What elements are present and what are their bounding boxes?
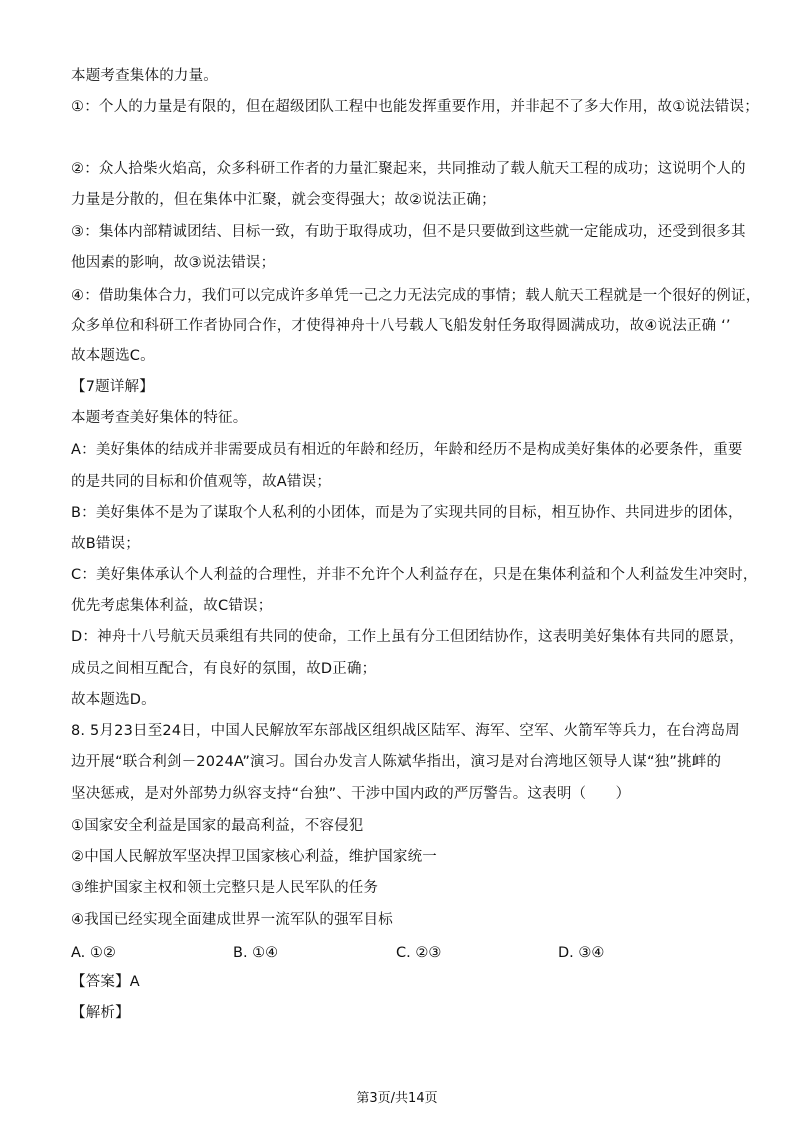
option-c: C. ②③ [396,945,442,961]
option-b: B. ①④ [233,945,279,961]
statement-item: ③维护国家主权和领土完整只是人民军队的任务 [71,880,379,896]
analysis-label: 【解析】 [71,1005,130,1021]
section-heading: 【7题详解】 [71,379,154,395]
question-stem: 边开展“联合利剑－2024A”演习。国台办发言人陈斌华指出，演习是对台湾地区领导人谋“独”挑衅的 [71,754,722,770]
text-line: ②：众人拾柴火焰高，众多科研工作者的力量汇聚起来，共同推动了载人航天工程的成功；这说明个人的 [71,161,746,177]
statement-item: ④我国已经实现全面建成世界一流军队的强军目标 [71,912,393,928]
text-line: 他因素的影响，故③说法错误； [71,255,276,271]
text-line: ③：集体内部精诚团结、目标一致，有助于取得成功，但不是只要做到这些就一定能成功，还受到很多其 [71,224,746,240]
text-line: 成员之间相互配合，有良好的氛围，故D正确； [71,661,377,677]
page-footer: 第3页/共14页 [356,1091,438,1106]
option-a: A. ①② [71,945,116,961]
text-line: B：美好集体不是为了谋取个人私利的小团体，而是为了实现共同的目标，相互协作、共同进步的团体， [71,505,743,521]
text-line: 故本题选D。 [71,692,156,708]
statement-item: ①国家安全利益是国家的最高利益，不容侵犯 [71,818,364,834]
text-line: 众多单位和科研工作者协同合作，才使得神舟十八号载人飞船发射任务取得圆满成功，故④说法正确 ‘’ [71,318,731,334]
text-line: 故本题选C。 [71,348,155,364]
text-line: ④：借助集体合力，我们可以完成许多单凭一己之力无法完成的事情；载人航天工程就是一个很好的例证， [71,288,761,304]
text-line: ①：个人的力量是有限的，但在超级团队工程中也能发挥重要作用，并非起不了多大作用，故①说法错误； [71,99,759,115]
text-line: 优先考虑集体利益，故C错误； [71,598,273,614]
statement-item: ②中国人民解放军坚决捍卫国家核心利益，维护国家统一 [71,849,437,865]
text-line: 本题考查集体的力量。 [71,68,218,84]
text-line: D：神舟十八号航天员乘组有共同的使命，工作上虽有分工但团结协作，这表明美好集体有共同的愿景， [71,629,744,645]
question-stem: 8. 5月23日至24日，中国人民解放军东部战区组织战区陆军、海军、空军、火箭军等兵力，在台湾岛周 [71,723,740,739]
text-line: 力量是分散的，但在集体中汇聚，就会变得强大；故②说法正确； [71,192,496,208]
answer-label: 【答案】A [71,974,140,990]
text-line: C：美好集体承认个人利益的合理性，并非不允许个人利益存在，只是在集体利益和个人利益发生冲突时， [71,567,758,583]
question-stem: 坚决惩戒，是对外部势力纵容支持“台独”、干涉中国内政的严厉警告。这表明（ ） [71,786,631,802]
text-line: A：美好集体的结成并非需要成员有相近的年龄和经历，年龄和经历不是构成美好集体的必要条件，重要 [71,442,743,458]
text-line: 本题考查美好集体的特征。 [71,410,248,426]
text-line: 故B错误； [71,536,140,552]
option-d: D. ③④ [558,945,605,961]
text-line: 的是共同的目标和价值观等，故A错误； [71,474,332,490]
